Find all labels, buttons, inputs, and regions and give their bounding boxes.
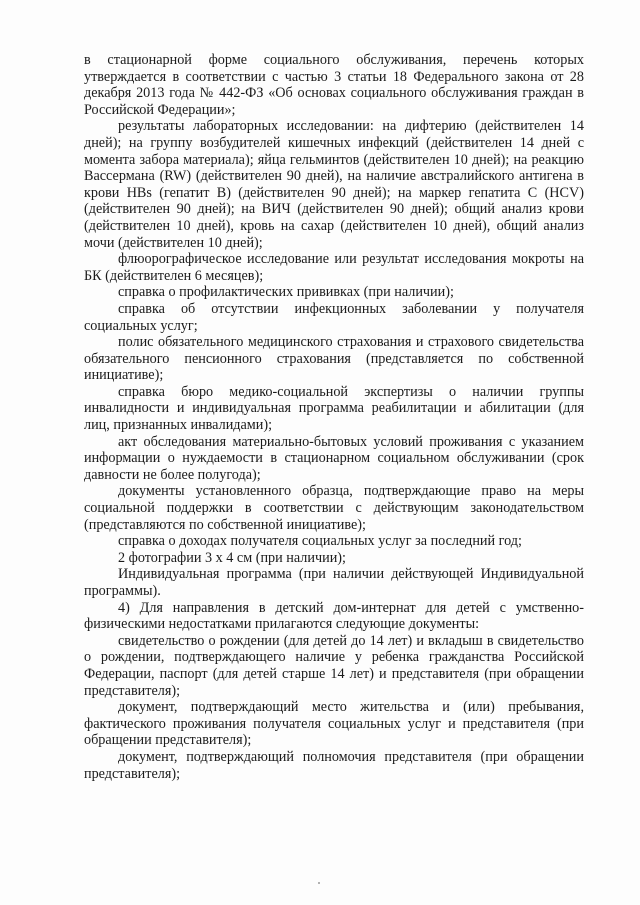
paragraph-infection-certificate: справка об отсутствии инфекционных заболевании у получателя социальных услуг; [84, 300, 584, 334]
paragraph-fluorography: флюорографическое исследование или результат исследования мокроты на БК (действителен 6 месяцев); [84, 251, 584, 284]
paragraph-lab-results: результаты лабораторных исследовании: на дифтерию (действителен 14 дней); на группу возбудителей кишечных инфекций (действителен 14 дней с момента забора материала); яйца гельминтов (действителен 10 дней); на реакцию Вассермана (RW) (действителен 90 дней), на наличие австралийского антигена в крови HBs (гепатит В) (действителен 90 дней); на маркер гепатита С (HCV) (действителен 90 дней); на ВИЧ (действителен 90 дней); общий анализ крови (действителен 10 дней), кровь на сахар (действителен 10 дней), общий анализ мочи (действителен 10 дней); [84, 118, 584, 251]
paragraph-birth-certificate: свидетельство о рождении (для детей до 14 лет) и вкладыш в свидетельство о рождении, подтверждающего наличие у ребенка гражданства Российской Федерации, паспорт (для детей старше 14 лет) и представителя (при обращении представителя); [84, 632, 584, 699]
paragraph-section-4-heading: 4) Для направления в детский дом-интернат для детей с умственно-физическими недостатками прилагаются следующие документы: [84, 599, 584, 633]
paragraph-insurance-policy: полис обязательного медицинского страхования и страхового свидетельства обязательного пенсионного страхования (представляется по собственной инициативе); [84, 334, 584, 384]
paragraph-living-conditions-act: акт обследования материально-бытовых условий проживания с указанием информации о нуждаемости в стационарном социальном обслуживании (срок давности не более полугода); [84, 433, 584, 483]
paragraph-individual-program: Индивидуальная программа (при наличии действующей Индивидуальной программы). [84, 566, 584, 599]
paragraph-photographs: 2 фотографии 3 х 4 см (при наличии); [118, 549, 346, 566]
scan-speck [318, 882, 320, 884]
paragraph-residence-document: документ, подтверждающий место жительства и (или) пребывания, фактического проживания получателя социальных услуг и представителя (при обращении представителя); [84, 699, 584, 749]
paragraph-income-certificate: справка о доходах получателя социальных услуг за последний год; [118, 533, 522, 550]
paragraph-disability-certificate: справка бюро медико-социальной экспертизы о наличии группы инвалидности и индивидуальная программа реабилитации и абилитации (для лиц, признанных инвалидами); [84, 383, 584, 434]
paragraph-vaccination-certificate: справка о профилактических прививках (при наличии); [118, 284, 454, 301]
document-body [84, 52, 584, 782]
paragraph-legal-reference: в стационарной форме социального обслуживания, перечень которых утверждается в соответствии с частью 3 статьи 18 Федерального закона от 28 декабря 2013 года № 442-ФЗ «Об основах социального обслуживания граждан в Российской Федерации»; [84, 52, 584, 118]
paragraph-social-support-documents: документы установленного образца, подтверждающие право на меры социальной поддержки в соответствии с действующим законодательством (представляются по собственной инициативе); [84, 483, 584, 533]
paragraph-representative-authority: документ, подтверждающий полномочия представителя (при обращении представителя); [84, 748, 584, 782]
